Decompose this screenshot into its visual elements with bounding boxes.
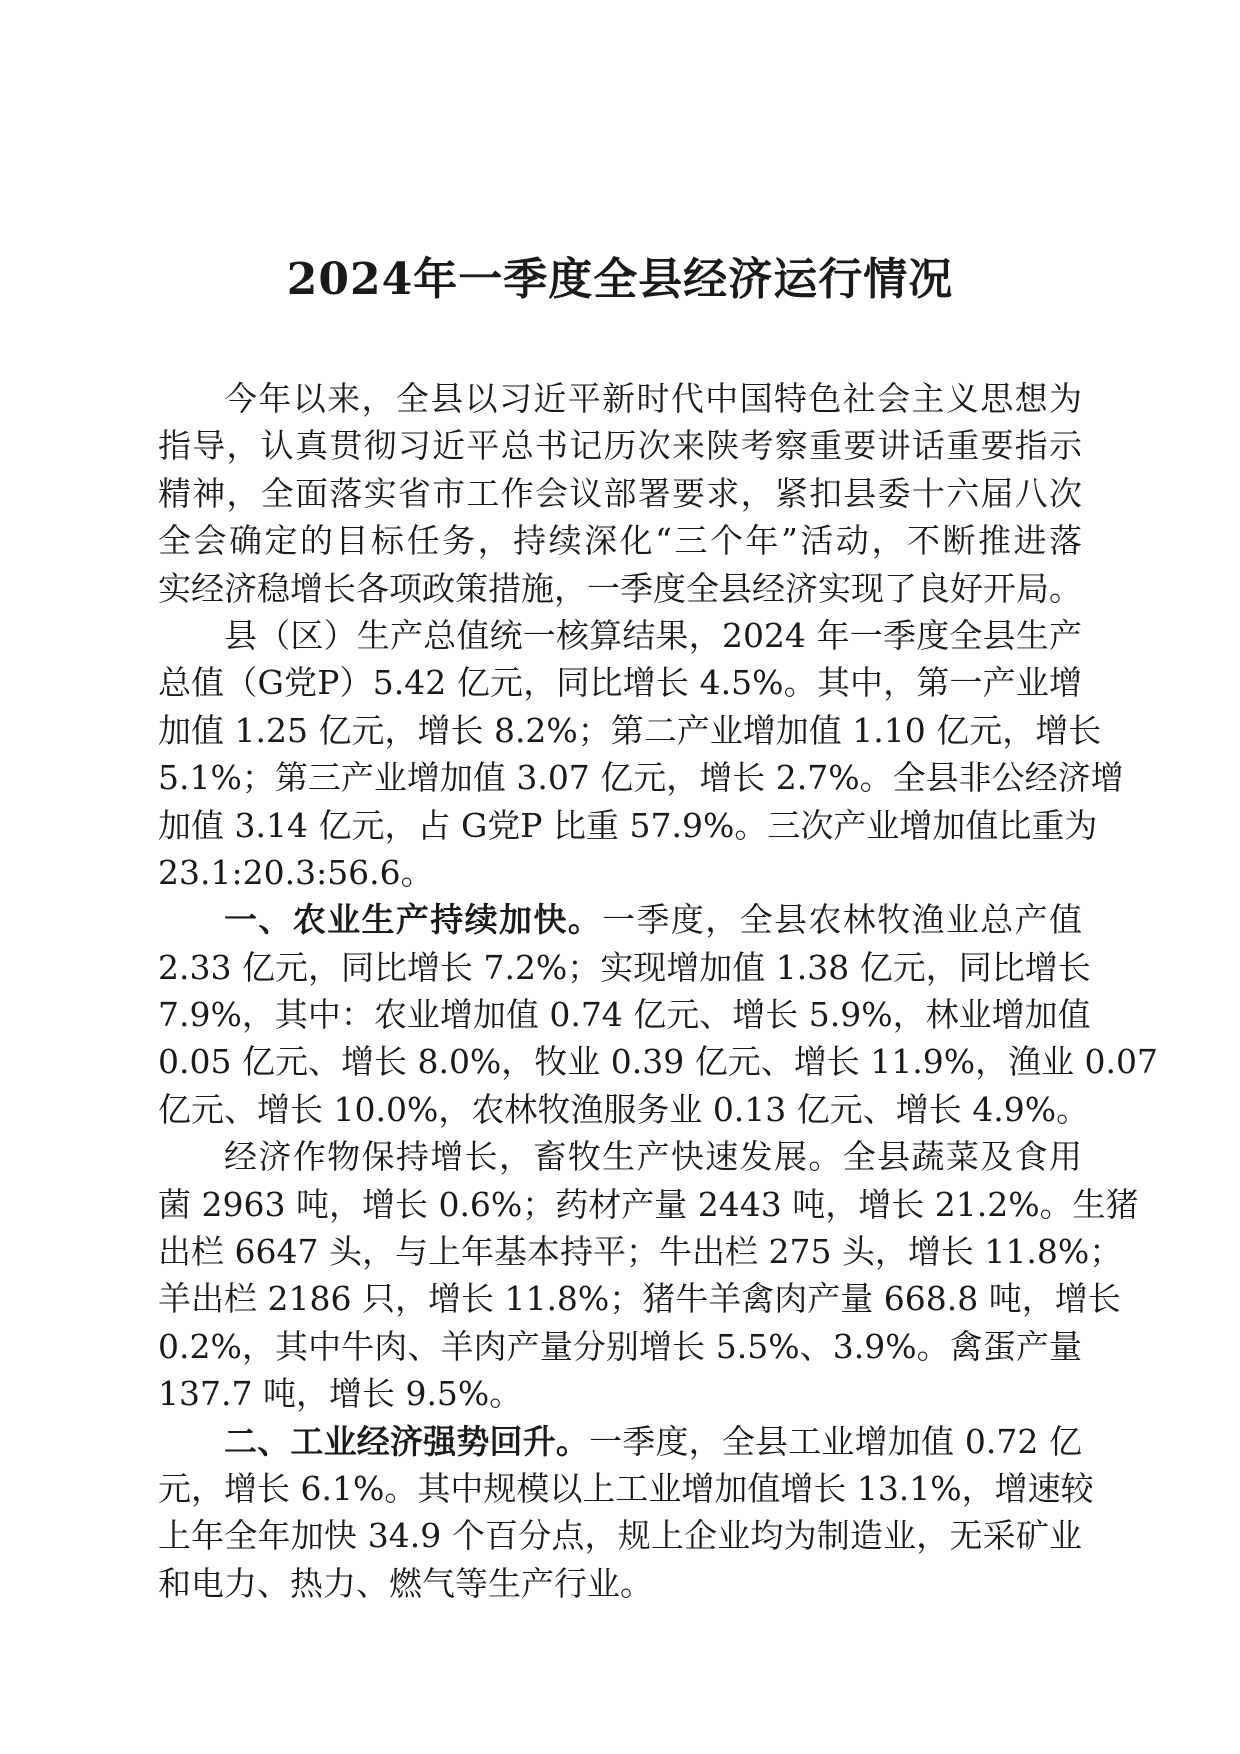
section-heading-agriculture: 一、农业生产持续加快。 [224,900,603,940]
text-line: 0.2%，其中牛肉、羊肉产量分别增长 5.5%、3.9%。禽蛋产量 [158,1326,1082,1366]
text-line: 加值 1.25 亿元，增长 8.2%；第二产业增加值 1.10 亿元，增长 [158,710,1102,750]
text-fragment: 一季度，全县工业增加值 0.72 亿 [589,1421,1082,1461]
paragraph-agriculture [158,896,1159,1133]
paragraph-livestock [158,1133,1139,1417]
paragraph-gdp [158,612,1124,896]
text-line: 137.7 吨，增长 9.5%。 [158,1374,523,1414]
text-line: 羊出栏 2186 只，增长 11.8%；猪牛羊禽肉产量 668.8 吨，增长 [158,1279,1121,1319]
paragraph-intro [158,375,1082,612]
text-line: 菌 2963 吨，增长 0.6%；药材产量 2443 吨，增长 21.2%。生猪 [158,1184,1139,1224]
text-line [158,1418,1082,1465]
text-line: 实经济稳增长各项政策措施，一季度全县经济实现了良好开局。 [158,568,1082,608]
text-line: 今年以来，全县以习近平新时代中国特色社会主义思想为 [224,379,1082,418]
text-line: 亿元、增长 10.0%，农林牧渔服务业 0.13 亿元、增长 4.9%。 [158,1089,1090,1129]
text-line: 指导，认真贯彻习近平总书记历次来陕考察重要讲话重要指示 [158,426,1082,466]
text-line: 23.1:20.3:56.6。 [158,852,434,892]
text-line: 元，增长 6.1%。其中规模以上工业增加值增长 13.1%，增速较 [158,1468,1094,1508]
text-line: 精神，全面落实省市工作会议部署要求，紧扣县委十六届八次 [158,473,1082,513]
text-line [158,896,1082,943]
section-heading-industry: 二、工业经济强势回升。 [224,1421,590,1461]
text-line: 2.33 亿元，同比增长 7.2%；实现增加值 1.38 亿元，同比增长 [158,947,1091,987]
text-line: 经济作物保持增长，畜牧生产快速发展。全县蔬菜及食用 [224,1137,1082,1177]
text-line: 加值 3.14 亿元，占 G党P 比重 57.9%。三次产业增加值比重为 [158,805,1098,845]
text-line: 上年全年加快 34.9 个百分点，规上企业均为制造业，无采矿业 [158,1516,1082,1556]
text-line: 和电力、热力、燃气等生产行业。 [158,1563,653,1603]
text-line: 全会确定的目标任务，持续深化“三个年”活动，不断推进落 [158,521,1082,561]
text-line: 县（区）生产总值统一核算结果，2024 年一季度全县生产 [224,615,1082,655]
text-line: 0.05 亿元、增长 8.0%，牧业 0.39 亿元、增长 11.9%，渔业 0.07 [158,1042,1159,1082]
text-line: 出栏 6647 头，与上年基本持平；牛出栏 275 头，增长 11.8%； [158,1232,1123,1272]
text-fragment: 一季度，全县农林牧渔业总产值 [602,900,1082,940]
text-line: 7.9%，其中：农业增加值 0.74 亿元、增长 5.9%，林业增加值 [158,995,1091,1035]
paragraph-industry [158,1418,1094,1608]
text-line: 总值（G党P）5.42 亿元，同比增长 4.5%。其中，第一产业增 [158,663,1082,703]
document-title: 2024年一季度全县经济运行情况 [286,254,954,305]
text-line: 5.1%；第三产业增加值 3.07 亿元，增长 2.7%。全县非公经济增 [158,758,1124,798]
document-body [158,375,1159,1607]
